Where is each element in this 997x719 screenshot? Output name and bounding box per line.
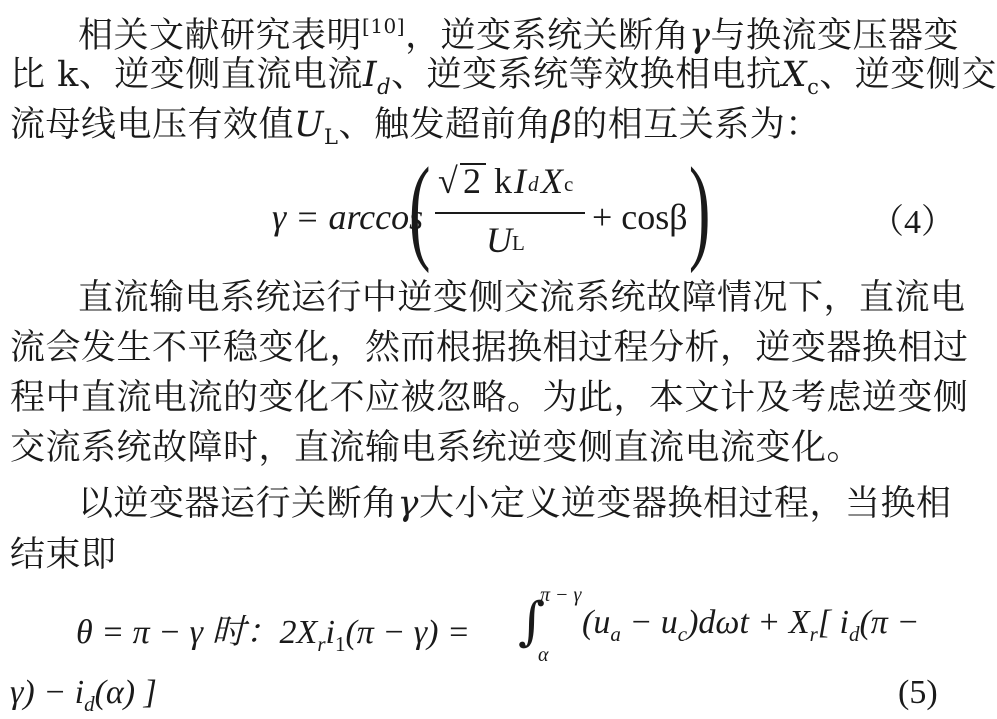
integral-lower-limit: α [538,644,549,666]
symbol-beta: β [551,105,573,145]
text: )dωt + [687,604,789,641]
para2-line4: 交流系统故障时，直流输电系统逆变侧直流电流变化。 [10,428,863,468]
eq4-X: X [541,161,563,201]
left-paren: ( [408,143,431,274]
eq5-integrand [582,604,919,647]
para3-line1 [78,482,952,526]
symbol-I: I [362,55,378,95]
subscript: a [610,622,621,646]
subscript: d [84,692,95,716]
eq5-i-sub: 1 [334,632,346,656]
fraction-bar [435,212,585,214]
eq4-k: k [494,161,512,201]
right-paren: ) [688,143,711,274]
text: (π − [859,604,920,641]
subscript: r [809,622,818,646]
text: 与换流变压器变 [710,16,960,56]
para1-line3 [10,103,945,159]
text: 、逆变侧交 [819,55,997,95]
eq5-line1 [76,604,470,657]
subscript: d [377,75,392,99]
symbol-gamma: γ [689,16,711,56]
eq5-part1: θ = π − γ 时：2 [76,614,297,651]
symbol-X: X [781,55,808,95]
text: ，逆变系统关断角 [405,16,690,56]
eq4-X-sub: c [564,172,574,196]
text: (α) ] [94,674,157,711]
eq5-X: X [296,614,318,651]
para2-line1: 直流输电系统运行中逆变侧交流系统故障情况下，直流电 [78,278,966,318]
integral-sign: ∫ [518,592,546,652]
text: [ i [817,604,849,641]
eq4-U-sub: L [512,231,525,255]
equation-number-4: （4） [870,204,955,241]
subscript: L [324,125,339,149]
text: 相关文献研究表明 [78,16,363,56]
citation-ref: [10] [362,14,406,38]
text: 的相互关系为： [572,105,821,145]
eq5-line2 [10,674,157,717]
subscript: d [848,622,860,646]
eq4-I-sub: d [528,172,539,196]
sqrt-symbol: √ [438,161,458,201]
eq5-X2: X [788,604,810,641]
text: 、逆变系统等效换相电抗 [391,55,782,95]
eq4-rhs: + cosβ [592,197,688,237]
text: (u [582,604,611,641]
eq5-X-sub: r [317,632,326,656]
text: 大小定义逆变器换相过程，当换相 [418,484,952,524]
eq4-I: I [514,161,526,201]
text: 以逆变器运行关断角 [78,484,398,524]
subscript: c [807,75,820,99]
para3-line2: 结束即 [10,535,117,575]
text: − u [620,604,678,641]
symbol-U: U [294,105,325,145]
text: γ) − i [10,674,85,711]
para2-line3: 程中直流电流的变化不应被忽略。为此，本文计及考虑逆变侧 [10,378,969,418]
para2-line2: 流会发生不平稳变化，然而根据换相过程分析，逆变器换相过 [10,328,969,368]
text: 、触发超前角 [338,105,552,145]
eq5-i: i [325,614,335,651]
eq4-U: U [486,220,512,260]
integral-upper-limit: π − γ [540,584,582,606]
eq5-part2: (π − γ) = [345,614,470,651]
equation-number-5: (5) [898,674,938,711]
symbol-gamma: γ [397,484,419,524]
subscript: c [677,622,688,646]
para1-line2 [10,53,997,109]
text: 比 k、逆变侧直流电流 [10,55,363,95]
eq4-lhs: γ = arccos [272,197,424,237]
text: 流母线电压有效值 [10,105,295,145]
sqrt-content: 2 [463,161,481,201]
para1-line1 [78,4,960,58]
